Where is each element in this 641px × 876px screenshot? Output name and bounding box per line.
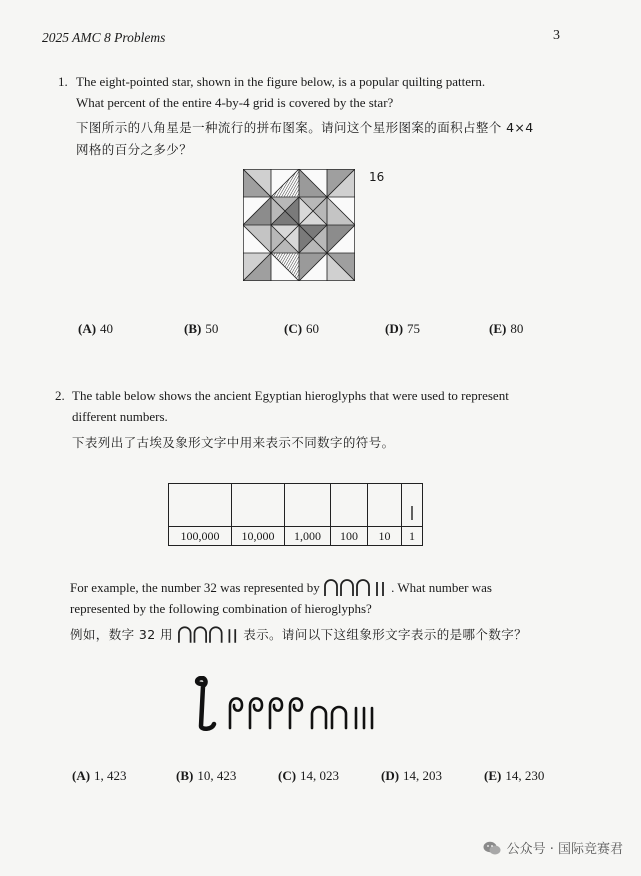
choice-label: (D) xyxy=(381,768,400,783)
q2-text-en-line2: different numbers. xyxy=(72,409,168,424)
q2-text-cn: 下表列出了古埃及象形文字中用来表示不同数字的符号。 xyxy=(72,435,395,450)
choice-label: (D) xyxy=(385,321,404,336)
q1-choice-e[interactable] xyxy=(489,321,523,337)
q1-choice-d[interactable] xyxy=(385,321,420,337)
table-cell: 100,000 xyxy=(169,527,232,546)
table-cell: 1,000 xyxy=(285,527,331,546)
q2-example-en-line1 xyxy=(70,577,492,598)
example-text-b: . What number was xyxy=(391,580,492,595)
glyph-cell xyxy=(368,484,402,527)
choice-label: (C) xyxy=(284,321,303,336)
choice-value: 75 xyxy=(407,321,421,336)
table-cell: 100 xyxy=(331,527,368,546)
hieroglyph-table xyxy=(168,483,423,546)
q1-text-en-line2: What percent of the entire 4-by-4 grid is covered by the star? xyxy=(76,95,394,110)
table-cell: 10 xyxy=(368,527,402,546)
q2-text-en-line1: The table below shows the ancient Egyptian hieroglyphs that were used to represent xyxy=(72,388,509,403)
glyph-cell xyxy=(169,484,232,527)
choice-value: 80 xyxy=(510,321,524,336)
choice-label: (A) xyxy=(72,768,91,783)
choice-label: (C) xyxy=(278,768,297,783)
choice-value: 14, 023 xyxy=(300,768,340,783)
hieroglyph-32-icon xyxy=(177,626,243,644)
choice-label: (A) xyxy=(78,321,97,336)
q2-example-cn xyxy=(70,625,527,644)
q2-choice-d[interactable] xyxy=(381,768,442,784)
choice-label: (E) xyxy=(484,768,502,783)
q1-text-cn-line1: 下图所示的八角星是一种流行的拼布图案。请问这个星形图案的面积占整个 4×4 xyxy=(76,120,534,135)
glyph-cell xyxy=(232,484,285,527)
q1-choice-b[interactable] xyxy=(184,321,218,337)
example-cn-a: 例如，数字 32 用 xyxy=(70,627,173,642)
watermark-text: 公众号 · 国际竞赛君 xyxy=(506,842,623,857)
choice-value: 14, 203 xyxy=(403,768,443,783)
stroke-one-icon xyxy=(409,505,415,521)
hieroglyph-32-icon xyxy=(323,579,391,597)
glyph-cell xyxy=(285,484,331,527)
watermark xyxy=(483,838,623,857)
glyph-cell xyxy=(331,484,368,527)
page-number: 3 xyxy=(553,28,560,43)
choice-value: 1, 423 xyxy=(94,768,127,783)
table-row xyxy=(169,484,423,527)
choice-label: (E) xyxy=(489,321,507,336)
q2-example-en-line2: represented by the following combination of hieroglyphs? xyxy=(70,601,372,616)
example-text-a: For example, the number 32 was represented by xyxy=(70,580,320,595)
q1-text-cn-line2: 网格的百分之多少？ xyxy=(76,142,193,157)
choice-value: 14, 230 xyxy=(505,768,545,783)
q1-text-en-line1: The eight-pointed star, shown in the figure below, is a popular quilting pattern. xyxy=(76,74,486,89)
choice-value: 60 xyxy=(306,321,320,336)
q2-choice-e[interactable] xyxy=(484,768,544,784)
header-title: 2025 AMC 8 Problems xyxy=(42,30,166,45)
choice-value: 10, 423 xyxy=(197,768,237,783)
q2-choice-a[interactable] xyxy=(72,768,127,784)
q1-choice-a[interactable] xyxy=(78,321,113,337)
table-cell: 1 xyxy=(402,527,423,546)
grid-lines xyxy=(243,169,355,281)
choice-label: (B) xyxy=(176,768,194,783)
q2-choice-c[interactable] xyxy=(278,768,339,784)
q2-choice-b[interactable] xyxy=(176,768,236,784)
example-cn-b: 表示。请问以下这组象形文字表示的是哪个数字？ xyxy=(243,627,528,642)
table-row xyxy=(169,527,423,546)
choice-value: 40 xyxy=(100,321,114,336)
q1-number: 1. xyxy=(58,74,68,89)
q1-choice-c[interactable] xyxy=(284,321,319,337)
glyph-cell xyxy=(402,484,423,527)
handwritten-note: 16 xyxy=(369,170,385,184)
table-cell: 10,000 xyxy=(232,527,285,546)
eight-pointed-star-figure xyxy=(243,169,355,281)
wechat-icon xyxy=(483,841,501,855)
choice-label: (B) xyxy=(184,321,202,336)
hieroglyph-combination-figure xyxy=(190,676,400,732)
choice-value: 50 xyxy=(205,321,219,336)
q2-number: 2. xyxy=(55,388,65,403)
